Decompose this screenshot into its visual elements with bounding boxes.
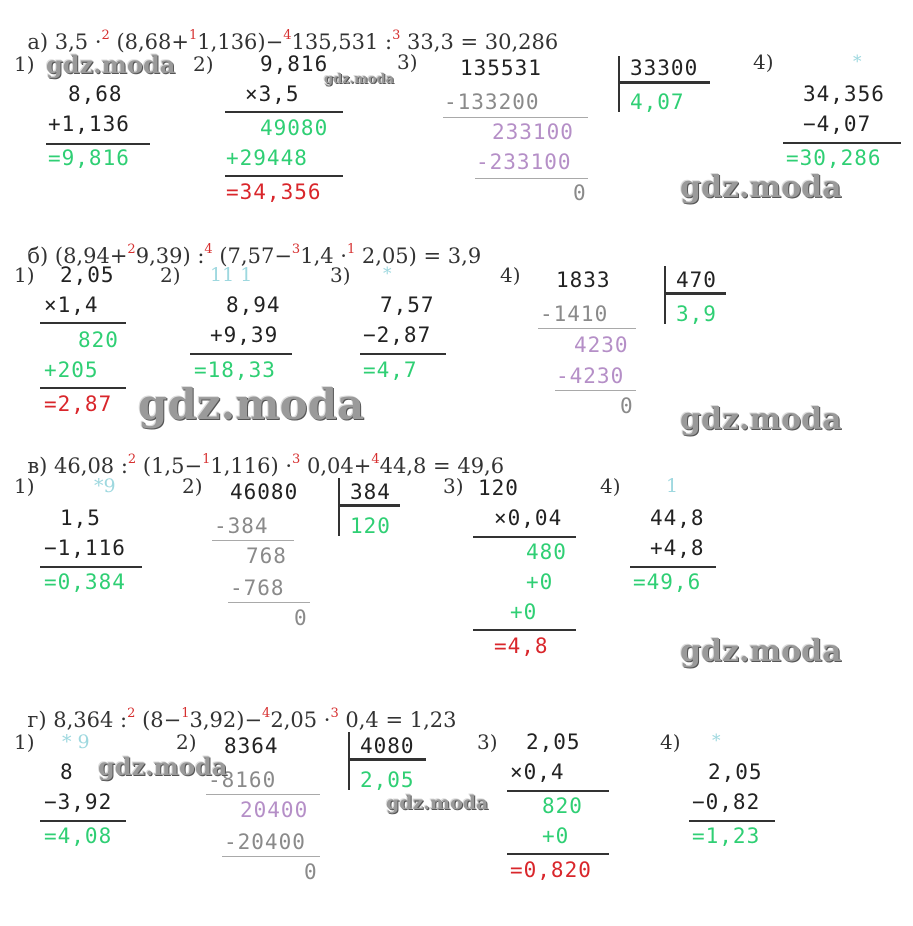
watermark: gdz.moda: [98, 752, 228, 781]
operand-top: 8: [60, 760, 74, 784]
operand-top: 34,356: [803, 82, 885, 106]
divisor: 4080: [360, 734, 415, 758]
subtrahend: -133200: [444, 90, 540, 114]
divisor: 470: [676, 268, 717, 292]
remainder: 4230: [574, 333, 629, 357]
divisor: 33300: [630, 56, 699, 80]
equation-c: в) 46,08 :$^2$ (1,5−$^1$1,116) ·$^3$ 0,04+$^4$44,8 = 49,6: [27, 452, 505, 478]
operand-bottom: −4,07: [803, 112, 872, 136]
carry-mark: 1: [666, 475, 679, 497]
subtract-line: [475, 178, 588, 179]
watermark: gdz.moda: [680, 402, 842, 437]
partial-product: +29448: [226, 146, 308, 170]
subtrahend: -4230: [556, 364, 625, 388]
division-bar: [618, 56, 620, 112]
step-number: 2): [176, 730, 197, 754]
step-number: 2): [182, 474, 203, 498]
equation-b: б) (8,94+$^2$9,39) :$^4$ (7,57−$^3$1,4 ·$^1$ 2,05) = 3,9: [27, 242, 482, 268]
step-number: 1): [14, 730, 35, 754]
final-remainder: 0: [620, 394, 634, 418]
equation-a: а) 3,5 ·$^2$ (8,68+$^1$1,136)−$^4$135,531 :$^3$ 33,3 = 30,286: [27, 28, 559, 54]
borrow-mark: *9: [94, 475, 116, 497]
dividend: 8364: [224, 734, 279, 758]
result: =0,384: [44, 570, 126, 594]
product-line: [40, 322, 126, 324]
step-number: 3): [397, 50, 418, 74]
result: =30,286: [786, 146, 882, 170]
subtrahend: -20400: [224, 830, 306, 854]
subtrahend: -768: [230, 576, 285, 600]
operand-bottom: −1,116: [44, 536, 126, 560]
result: =34,356: [226, 180, 322, 204]
watermark: gdz.moda: [386, 792, 489, 814]
operand-top: 1,5: [60, 506, 101, 530]
step-number: 4): [660, 730, 681, 754]
step-number: 2): [160, 263, 181, 287]
final-remainder: 0: [294, 606, 308, 630]
product-line: [225, 111, 343, 113]
watermark: gdz.moda: [680, 170, 842, 205]
difference-line: [689, 820, 775, 822]
product-line: [507, 790, 609, 792]
quotient: 4,07: [630, 90, 685, 114]
operand-top: 2,05: [526, 730, 581, 754]
divisor-line: [340, 504, 400, 507]
step-number: 1): [14, 263, 35, 287]
operand-top: 9,816: [260, 52, 329, 76]
partial-product: +0: [542, 824, 570, 848]
final-remainder: 0: [573, 181, 587, 205]
partial-product: 820: [542, 794, 583, 818]
sum-line: [46, 143, 150, 145]
operand-bottom: −0,82: [692, 790, 761, 814]
operand-top: 8,94: [226, 293, 281, 317]
step-number: 1): [14, 474, 35, 498]
watermark: gdz.moda: [138, 380, 365, 429]
operand-bottom: −3,92: [44, 790, 113, 814]
operand-bottom: +1,136: [48, 112, 130, 136]
subtract-line: [443, 117, 588, 118]
partial-product: +0: [526, 570, 554, 594]
division-bar: [348, 732, 350, 790]
division-bar: [664, 266, 666, 324]
divisor: 384: [350, 480, 391, 504]
quotient: 2,05: [360, 768, 415, 792]
sum-line: [225, 175, 343, 177]
result: =2,87: [44, 392, 113, 416]
carry-marks: 11 1: [210, 264, 253, 286]
step-number: 4): [600, 474, 621, 498]
equation-d: г) 8,364 :$^2$ (8−$^1$3,92)−$^4$2,05 ·$^3$ 0,4 = 1,23: [27, 706, 457, 732]
subtract-line: [228, 602, 310, 603]
result: =9,816: [48, 146, 130, 170]
sum-line: [190, 353, 292, 355]
result: =18,33: [194, 358, 276, 382]
sum-line: [40, 387, 126, 389]
remainder: 233100: [492, 120, 574, 144]
result: =4,7: [363, 358, 418, 382]
difference-line: [40, 566, 142, 568]
operand-top: 2,05: [708, 760, 763, 784]
step-number: 4): [500, 263, 521, 287]
operand-bottom: ×0,4: [510, 760, 565, 784]
operand-top: 44,8: [650, 506, 705, 530]
subtract-line: [555, 390, 636, 391]
subtract-line: [212, 540, 294, 541]
dividend: 135531: [460, 56, 542, 80]
step-number: 3): [477, 730, 498, 754]
subtract-line: [538, 328, 636, 329]
borrow-mark: *: [853, 52, 862, 72]
borrow-mark: *: [383, 264, 392, 284]
borrow-mark: *: [712, 731, 721, 751]
result: =49,6: [633, 570, 702, 594]
step-number: 3): [330, 263, 351, 287]
divisor-line: [350, 758, 426, 761]
subtract-line: [206, 794, 320, 795]
partial-product: +205: [44, 358, 99, 382]
subtract-line: [222, 856, 320, 857]
result: =0,820: [510, 858, 592, 882]
step-number: 3): [443, 474, 464, 498]
operand-bottom: ×0,04: [494, 506, 563, 530]
divisor-line: [666, 292, 726, 295]
step-number: 4): [753, 50, 774, 74]
quotient: 3,9: [676, 302, 717, 326]
sum-line: [630, 566, 716, 568]
subtrahend: -8160: [208, 768, 277, 792]
operand-bottom: +4,8: [650, 536, 705, 560]
difference-line: [783, 142, 901, 144]
partial-product: 820: [78, 328, 119, 352]
final-remainder: 0: [304, 860, 318, 884]
subtrahend: -384: [214, 514, 269, 538]
difference-line: [40, 820, 126, 822]
remainder: 20400: [240, 798, 309, 822]
result: =4,8: [494, 634, 549, 658]
operand-top: 8,68: [68, 82, 123, 106]
subtrahend: -233100: [476, 150, 572, 174]
divisor-line: [620, 81, 710, 84]
sum-line: [507, 853, 609, 855]
product-line: [473, 536, 576, 538]
dividend: 46080: [230, 480, 299, 504]
operand-bottom: ×1,4: [44, 293, 99, 317]
division-bar: [338, 478, 340, 536]
result: =4,08: [44, 824, 113, 848]
step-number: 2): [193, 52, 214, 76]
remainder: 768: [246, 544, 287, 568]
subtrahend: -1410: [540, 302, 609, 326]
step-number: 1): [14, 52, 35, 76]
result: =1,23: [692, 824, 761, 848]
sum-line: [473, 629, 576, 631]
dividend: 1833: [556, 268, 611, 292]
difference-line: [360, 353, 446, 355]
operand-top: 2,05: [60, 263, 115, 287]
partial-product: 49080: [260, 116, 329, 140]
watermark: gdz.moda: [324, 72, 395, 87]
watermark: gdz.moda: [46, 50, 176, 79]
partial-product: 480: [526, 540, 567, 564]
operand-top: 120: [478, 476, 519, 500]
watermark: gdz.moda: [680, 634, 842, 669]
partial-product: +0: [510, 600, 538, 624]
operand-top: 7,57: [380, 293, 435, 317]
borrow-mark: * 9: [62, 731, 90, 753]
operand-bottom: −2,87: [363, 323, 432, 347]
quotient: 120: [350, 514, 391, 538]
operand-bottom: ×3,5: [245, 82, 300, 106]
operand-bottom: +9,39: [210, 323, 279, 347]
